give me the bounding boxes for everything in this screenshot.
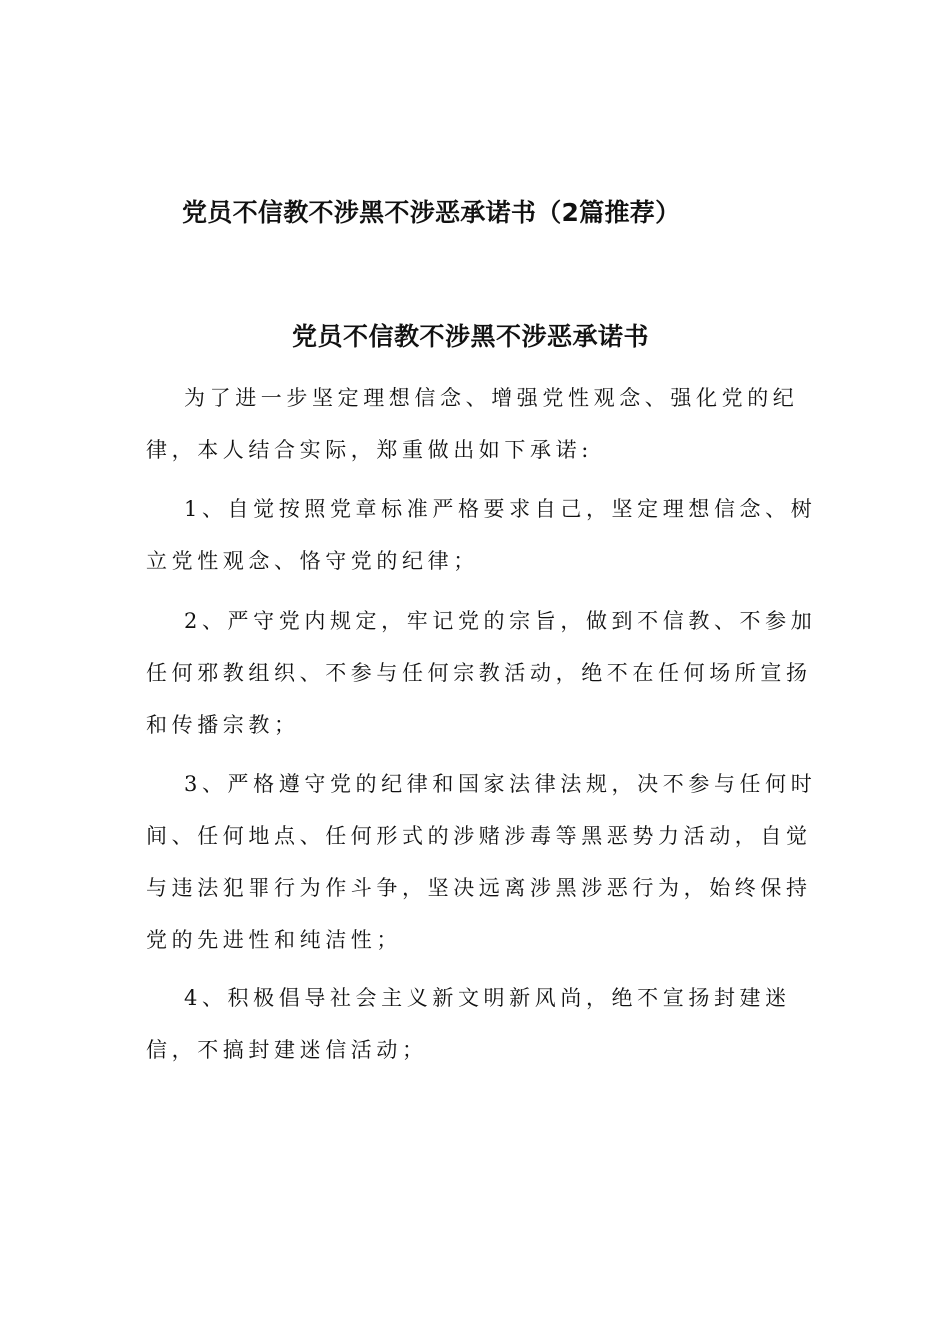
commitment-item-1: 1、自觉按照党章标准严格要求自己，坚定理想信念、树立党性观念、恪守党的纪律； [146, 497, 817, 573]
document-subtitle: 党员不信教不涉黑不涉恶承诺书 [292, 322, 650, 351]
commitment-item-4: 4、积极倡导社会主义新文明新风尚，绝不宣扬封建迷信，不搞封建迷信活动； [146, 986, 791, 1062]
intro-paragraph: 为了进一步坚定理想信念、增强党性观念、强化党的纪律，本人结合实际，郑重做出如下承诺: [146, 386, 799, 462]
commitment-item-3: 3、严格遵守党的纪律和国家法律法规，决不参与任何时间、任何地点、任何形式的涉赌涉毒等黑恶势力活动，自觉与违法犯罪行为作斗争，坚决远离涉黑涉恶行为，始终保持党的先进性和纯洁性； [146, 772, 817, 952]
document-title: 党员不信教不涉黑不涉恶承诺书（2篇推荐） [182, 198, 681, 227]
commitment-item-2: 2、严守党内规定，牢记党的宗旨，做到不信教、不参加任何邪教组织、不参与任何宗教活动，绝不在任何场所宣扬和传播宗教； [146, 609, 817, 737]
